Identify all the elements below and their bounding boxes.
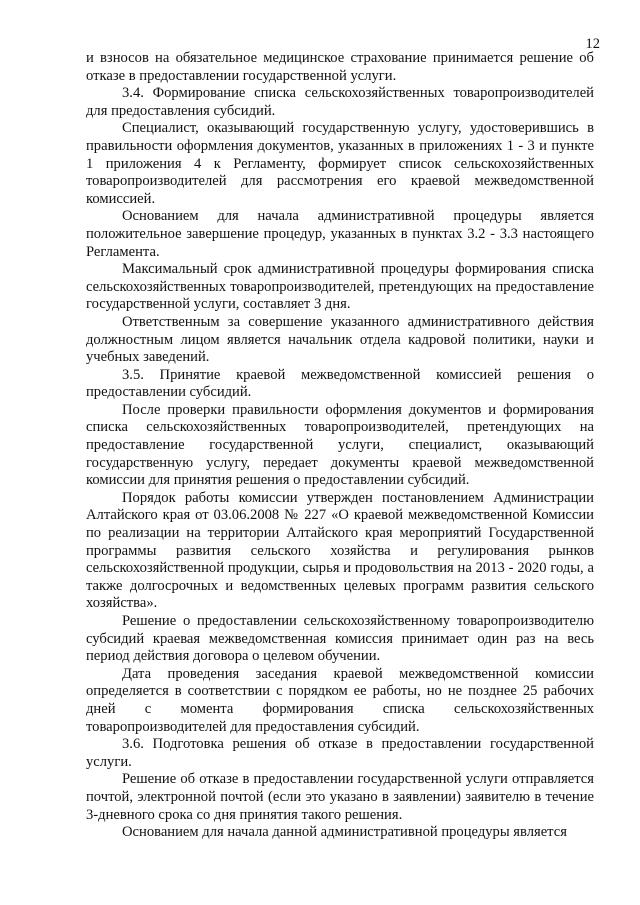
paragraph: Дата проведения заседания краевой межведомственной комиссии определяется в соответствии с порядком ее работы, но не позднее 25 рабочих дней с момента формирования списка сельскохозяйственных товаропроизводителей для предоставления субсидий. <box>86 665 594 735</box>
section-heading-3-6: 3.6. Подготовка решения об отказе в предоставлении государственной услуги. <box>86 736 594 770</box>
section-heading-3-5: 3.5. Принятие краевой межведомственной комиссией решения о предоставлении субсидий. <box>86 366 594 401</box>
page-number: 12 <box>585 36 600 52</box>
paragraph: Решение о предоставлении сельскохозяйственному товаропроизводителю субсидий краевая межведомственная комиссия принимает один раз на весь период действия договора о целевом обучении. <box>86 613 594 665</box>
paragraph: Основанием для начала данной административной процедуры является <box>122 824 567 841</box>
paragraph: Ответственным за совершение указанного административного действия должностным лицом является начальник отдела кадровой политики, науки и учебных заведений. <box>86 313 594 366</box>
paragraph: Основанием для начала административной процедуры является положительное завершение процедур, указанных в пунктах 3.2 - 3.3 настоящего Регламента. <box>86 208 594 260</box>
paragraph: Максимальный срок административной процедуры формирования списка сельскохозяйственных товаропроизводителей, претендующих на предоставление государственной услуги, составляет 3 дня. <box>86 261 594 313</box>
paragraph: Решение об отказе в предоставлении государственной услуги отправляется почтой, электронной почтой (если это указано в заявлении) заявителю в течение 3-дневного срока со дня принятия такого решения. <box>86 771 594 823</box>
section-heading-3-4: 3.4. Формирование списка сельскохозяйственных товаропроизводителей для предоставления субсидий. <box>86 85 594 119</box>
paragraph: Порядок работы комиссии утвержден постановлением Администрации Алтайского края от 03.06.2008 № 227 «О краевой межведомственной Комиссии по реализации на территории Алтайского края мероприятий Государственной программы развития сельского хозяйства и регулирования рынков сельскохозяйственной продукции, сырья и продовольствия на 2013 - 2020 годы, а также долгосрочных и ведомственных целевых программ развития сельского хозяйства». <box>86 489 594 612</box>
paragraph: После проверки правильности оформления документов и формирования списка сельскохозяйственных товаропроизводителей, претендующих на предоставление государственной услуги, специалист, оказывающий государственную услугу, передает документы краевой межведомственной комиссии для принятия решения о предоставлении субсидий. <box>86 401 594 489</box>
paragraph-continuation: и взносов на обязательное медицинское страхование принимается решение об отказе в предоставлении государственной услуги. <box>86 50 594 84</box>
document-body <box>86 50 594 842</box>
paragraph: Специалист, оказывающий государственную услугу, удостоверившись в правильности оформления документов, указанных в приложениях 1 - 3 и пункте 1 приложения 4 к Регламенту, формирует список сельскохозяйственных товаропроизводителей для рассмотрения его краевой межведомственной комиссией. <box>86 120 594 207</box>
